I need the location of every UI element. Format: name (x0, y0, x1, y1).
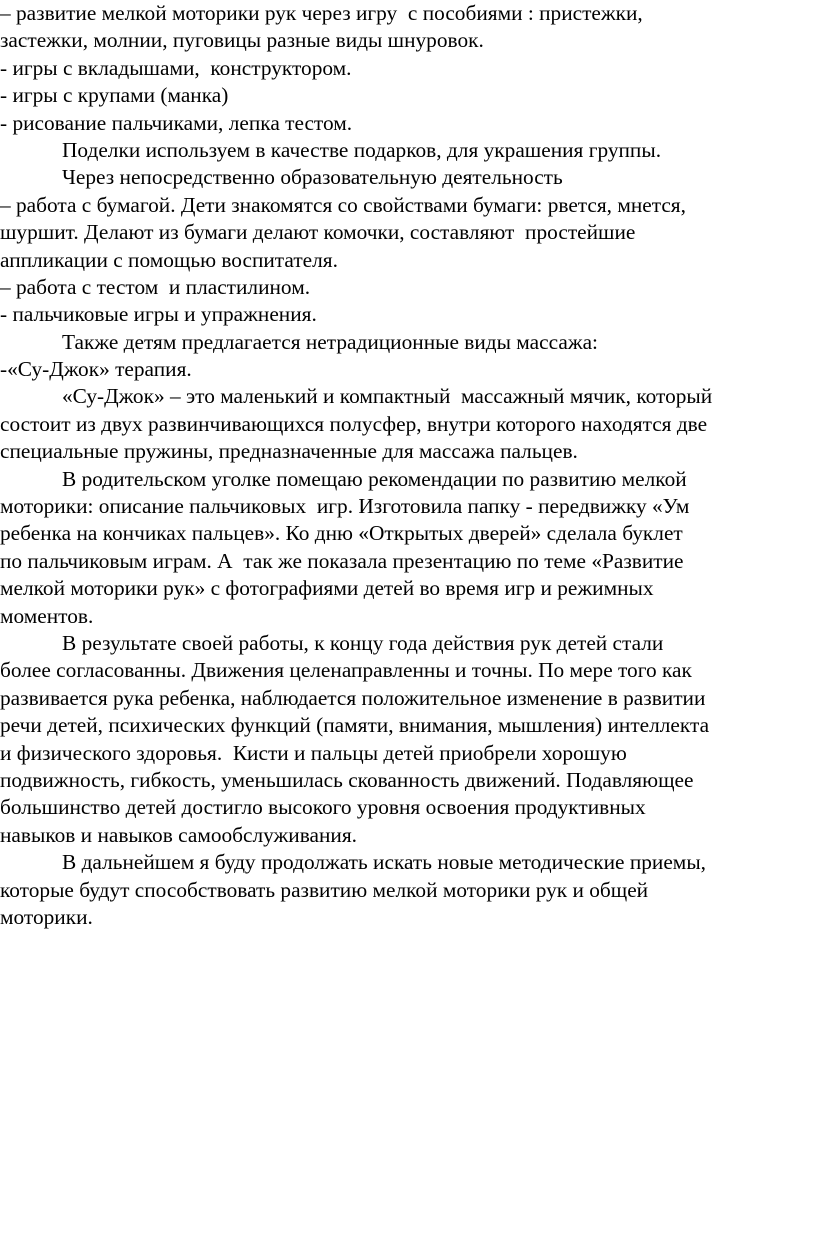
text-line: более согласованны. Движения целенаправленны и точны. По мере того как (0, 658, 692, 683)
text-line: – работа с тестом и пластилином. (0, 274, 311, 299)
text-line: моментов. (0, 603, 94, 628)
text-line: шуршит. Делают из бумаги делают комочки, составляют простейшие (0, 220, 636, 245)
text-line: - игры с вкладышами, конструктором. (0, 55, 352, 80)
text-line: развивается рука ребенка, наблюдается положительное изменение в развитии (0, 685, 706, 710)
text-line: специальные пружины, предназначенные для массажа пальцев. (0, 439, 578, 464)
text-line: и физического здоровья. Кисти и пальцы детей приобрели хорошую (0, 740, 627, 765)
text-line: В дальнейшем я буду продолжать искать новые методические приемы, (62, 850, 706, 875)
text-line: по пальчиковым играм. А так же показала презентацию по теме «Развитие (0, 548, 684, 573)
text-line: -«Су-Джок» терапия. (0, 357, 192, 382)
text-line: В результате своей работы, к концу года действия рук детей стали (62, 630, 664, 655)
text-line: Через непосредственно образовательную деятельность (62, 165, 563, 190)
text-line: Также детям предлагается нетрадиционные виды массажа: (62, 329, 598, 354)
text-line: ребенка на кончиках пальцев». Ко дню «Открытых дверей» сделала буклет (0, 521, 683, 546)
text-line: моторики. (0, 904, 93, 929)
text-line: – развитие мелкой моторики рук через игру с пособиями : пристежки, (0, 1, 643, 25)
text-line: моторики: описание пальчиковых игр. Изготовила папку - передвижку «Ум (0, 494, 690, 519)
text-line: навыков и навыков самообслуживания. (0, 822, 357, 847)
text-line: подвижность, гибкость, уменьшилась скованность движений. Подавляющее (0, 767, 694, 792)
text-line: - игры с крупами (манка) (0, 83, 229, 108)
text-line: «Су-Джок» – это маленький и компактный массажный мячик, который (62, 384, 713, 409)
text-line: – работа с бумагой. Дети знакомятся со свойствами бумаги: рвется, мнется, (0, 192, 686, 217)
text-line: которые будут способствовать развитию мелкой моторики рук и общей (0, 877, 649, 902)
text-line: аппликации с помощью воспитателя. (0, 247, 338, 272)
text-line: речи детей, психических функций (памяти, внимания, мышления) интеллекта (0, 713, 710, 738)
text-line: мелкой моторики рук» с фотографиями детей во время игр и режимных (0, 576, 654, 601)
text-line: В родительском уголке помещаю рекомендации по развитию мелкой (62, 466, 687, 491)
text-line: застежки, молнии, пуговицы разные виды шнуровок. (0, 28, 484, 53)
text-line: состоит из двух развинчивающихся полусфер, внутри которого находятся две (0, 411, 708, 436)
text-line: большинство детей достигло высокого уровня освоения продуктивных (0, 795, 646, 820)
text-line: - рисование пальчиками, лепка тестом. (0, 110, 353, 135)
text-line: Поделки используем в качестве подарков, для украшения группы. (62, 137, 662, 162)
text-line: - пальчиковые игры и упражнения. (0, 302, 317, 327)
